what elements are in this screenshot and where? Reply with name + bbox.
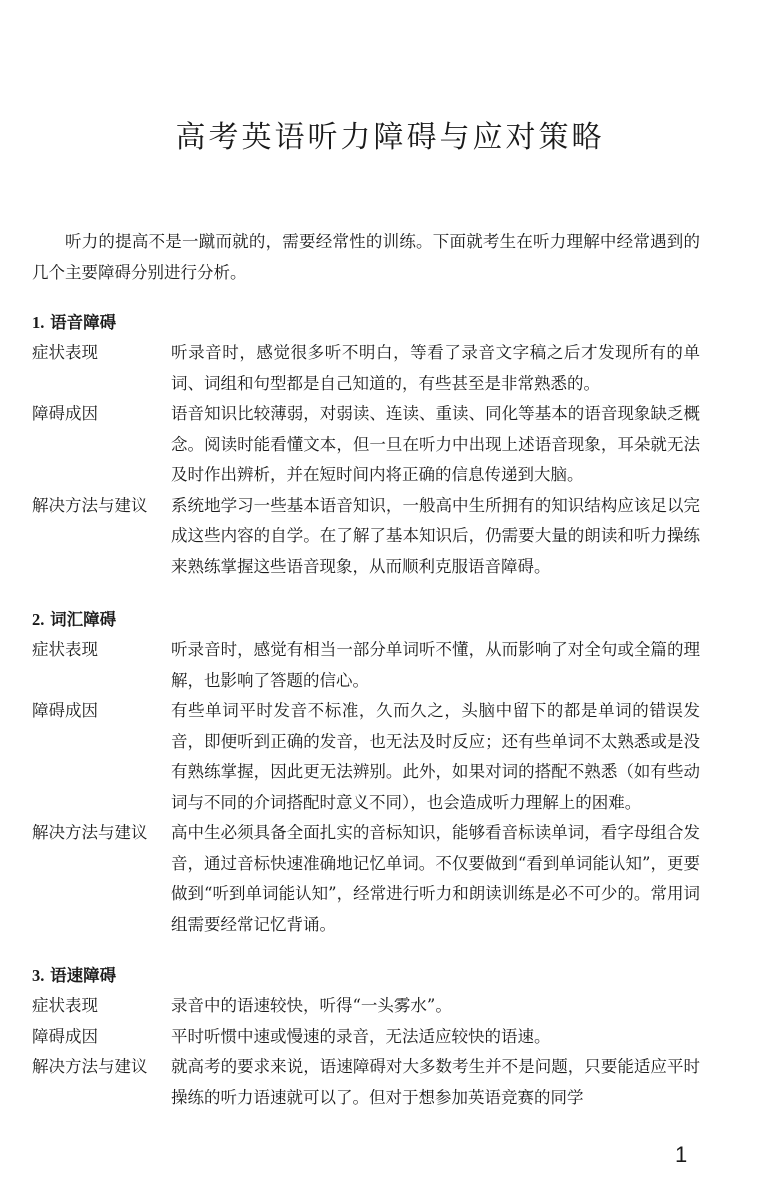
section-pronunciation xyxy=(32,308,700,582)
row-text: 高中生必须具备全面扎实的音标知识，能够看音标读单词，看字母组合发音，通过音标快速准确地记忆单词。不仅要做到“看到单词能认知”，更要做到“听到单词能认知”，经常进行听力和朗读训练是必不可少的。常用词组需要经常记忆背诵。 xyxy=(171,823,700,934)
row-label: 解决方法与建议 xyxy=(32,1057,148,1076)
section-number: 3. xyxy=(32,966,45,985)
row-solutions xyxy=(32,491,700,583)
section-title: 语音障碍 xyxy=(50,313,117,332)
section-number: 2. xyxy=(32,610,45,629)
row-solutions xyxy=(32,1052,700,1113)
intro-paragraph: 听力的提高不是一蹴而就的，需要经常性的训练。下面就考生在听力理解中经常遇到的几个主要障碍分别进行分析。 xyxy=(32,232,700,282)
section-vocabulary xyxy=(32,605,700,940)
row-text: 平时听惯中速或慢速的录音，无法适应较快的语速。 xyxy=(171,1026,551,1046)
row-symptoms xyxy=(32,635,700,696)
row-label: 障碍成因 xyxy=(32,404,98,423)
row-causes xyxy=(32,1022,700,1053)
row-text: 有些单词平时发音不标准，久而久之，头脑中留下的都是单词的错误发音，即便听到正确的发音，也无法及时反应；还有些单词不太熟悉或是没有熟练掌握，因此更无法辨别。此外，如果对词的搭配不熟悉（如有些动词与不同的介词搭配时意义不同），也会造成听力理解上的困难。 xyxy=(171,701,700,812)
row-label: 症状表现 xyxy=(32,996,98,1015)
section-title: 语速障碍 xyxy=(50,966,117,985)
section-heading xyxy=(32,605,700,635)
row-text: 系统地学习一些基本语音知识，一般高中生所拥有的知识结构应该足以完成这些内容的自学。在了解了基本知识后，仍需要大量的朗读和听力操练来熟练掌握这些语音现象，从而顺利克服语音障碍。 xyxy=(171,495,700,576)
row-label: 症状表现 xyxy=(32,343,98,362)
section-speed xyxy=(32,961,700,1113)
page-number: 1 xyxy=(675,1142,688,1167)
row-label: 解决方法与建议 xyxy=(32,823,148,842)
row-text: 听录音时，感觉有相当一部分单词听不懂，从而影响了对全句或全篇的理解，也影响了答题的信心。 xyxy=(171,640,700,690)
row-text: 语音知识比较薄弱，对弱读、连读、重读、同化等基本的语音现象缺乏概念。阅读时能看懂文本，但一旦在听力中出现上述语音现象，耳朵就无法及时作出辨析，并在短时间内将正确的信息传递到大脑。 xyxy=(171,404,700,484)
row-text: 就高考的要求来说，语速障碍对大多数考生并不是问题，只要能适应平时操练的听力语速就可以了。但对于想参加英语竞赛的同学 xyxy=(171,1057,700,1107)
row-solutions xyxy=(32,818,700,940)
row-label: 障碍成因 xyxy=(32,1026,98,1046)
row-causes xyxy=(32,696,700,818)
row-label: 症状表现 xyxy=(32,640,98,659)
section-heading xyxy=(32,961,700,991)
row-text: 录音中的语速较快，听得“一头雾水”。 xyxy=(171,996,452,1015)
section-number: 1. xyxy=(32,313,45,332)
section-heading xyxy=(32,308,700,338)
row-text: 听录音时，感觉很多听不明白，等看了录音文字稿之后才发现所有的单词、词组和句型都是自己知道的，有些甚至是非常熟悉的。 xyxy=(171,343,700,393)
row-symptoms xyxy=(32,338,700,399)
row-symptoms xyxy=(32,991,700,1022)
row-label: 解决方法与建议 xyxy=(32,495,148,515)
page-title: 高考英语听力障碍与应对策略 xyxy=(175,120,605,155)
row-causes xyxy=(32,399,700,491)
row-label: 障碍成因 xyxy=(32,701,98,720)
section-title: 词汇障碍 xyxy=(50,610,117,629)
